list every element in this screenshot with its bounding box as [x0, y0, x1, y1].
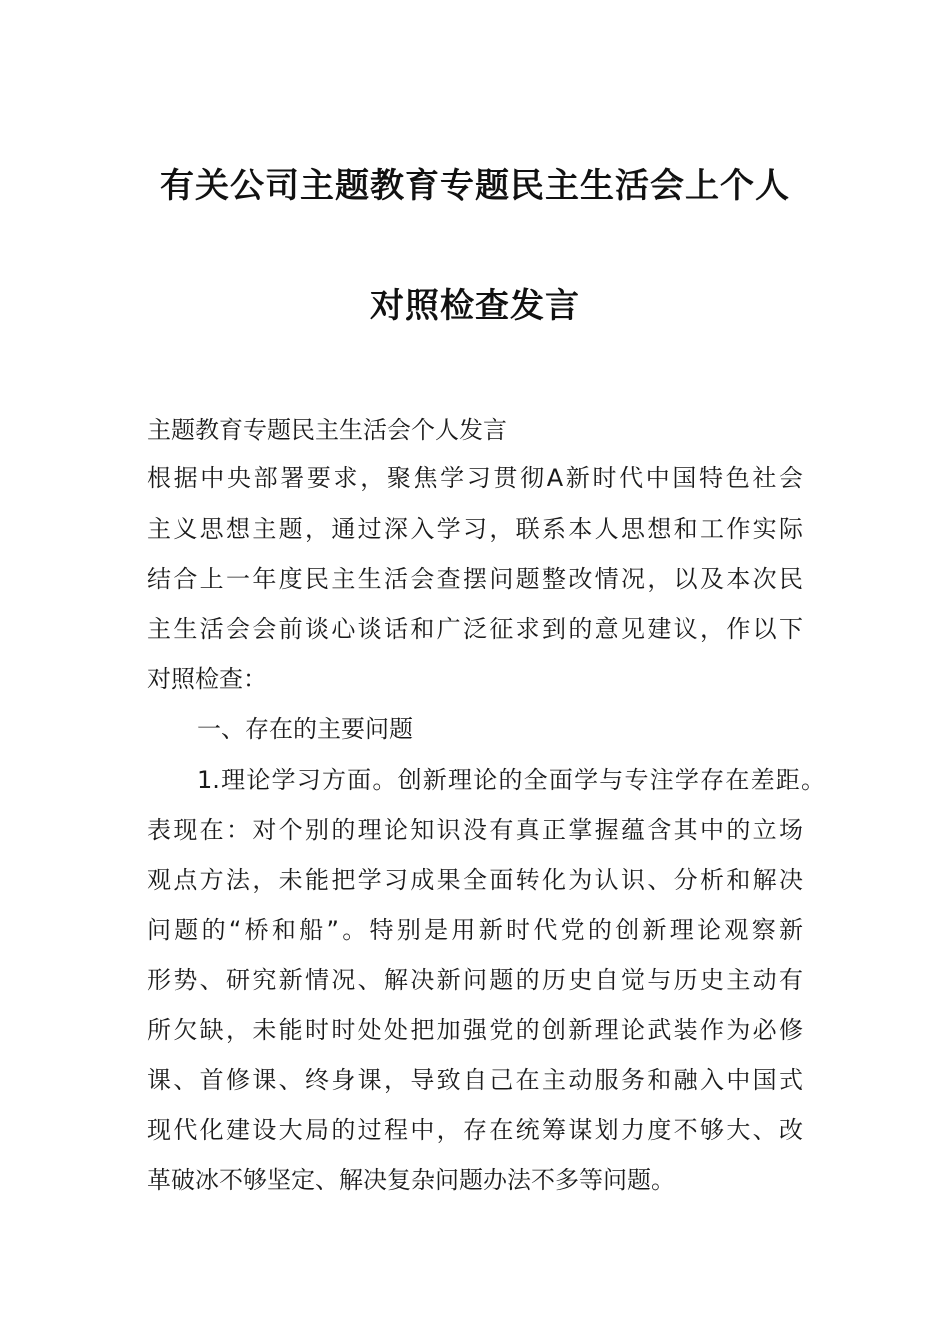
- item-line: 革破冰不够坚定、解决复杂问题办法不多等问题。: [147, 1166, 675, 1194]
- item-line: 形势、研究新情况、解决新问题的历史自觉与历史主动有: [147, 966, 803, 994]
- item-line: 1.理论学习方面。创新理论的全面学与专注学存在差距。: [197, 766, 825, 794]
- intro-line: 对照检查：: [147, 665, 267, 693]
- item-line: 观点方法，未能把学习成果全面转化为认识、分析和解决: [147, 866, 803, 894]
- item-line: 现代化建设大局的过程中，存在统筹谋划力度不够大、改: [147, 1116, 803, 1144]
- intro-line: 根据中央部署要求，聚焦学习贯彻A新时代中国特色社会: [147, 464, 803, 492]
- document-title-line-2: 对照检查发言: [370, 286, 580, 326]
- document-title-line-1: 有关公司主题教育专题民主生活会上个人: [160, 166, 790, 206]
- item-line: 课、首修课、终身课，导致自己在主动服务和融入中国式: [147, 1066, 803, 1094]
- intro-line: 主生活会会前谈心谈话和广泛征求到的意见建议，作以下: [147, 615, 803, 643]
- intro-line: 主义思想主题，通过深入学习，联系本人思想和工作实际: [147, 515, 803, 543]
- subtitle: 主题教育专题民主生活会个人发言: [147, 416, 507, 444]
- section-heading: 一、存在的主要问题: [197, 715, 413, 743]
- item-line: 所欠缺，未能时时处处把加强党的创新理论武装作为必修: [147, 1016, 803, 1044]
- item-line: 表现在：对个别的理论知识没有真正掌握蕴含其中的立场: [147, 816, 803, 844]
- item-line: 问题的“桥和船”。特别是用新时代党的创新理论观察新: [147, 916, 803, 944]
- intro-line: 结合上一年度民主生活会查摆问题整改情况，以及本次民: [147, 565, 803, 593]
